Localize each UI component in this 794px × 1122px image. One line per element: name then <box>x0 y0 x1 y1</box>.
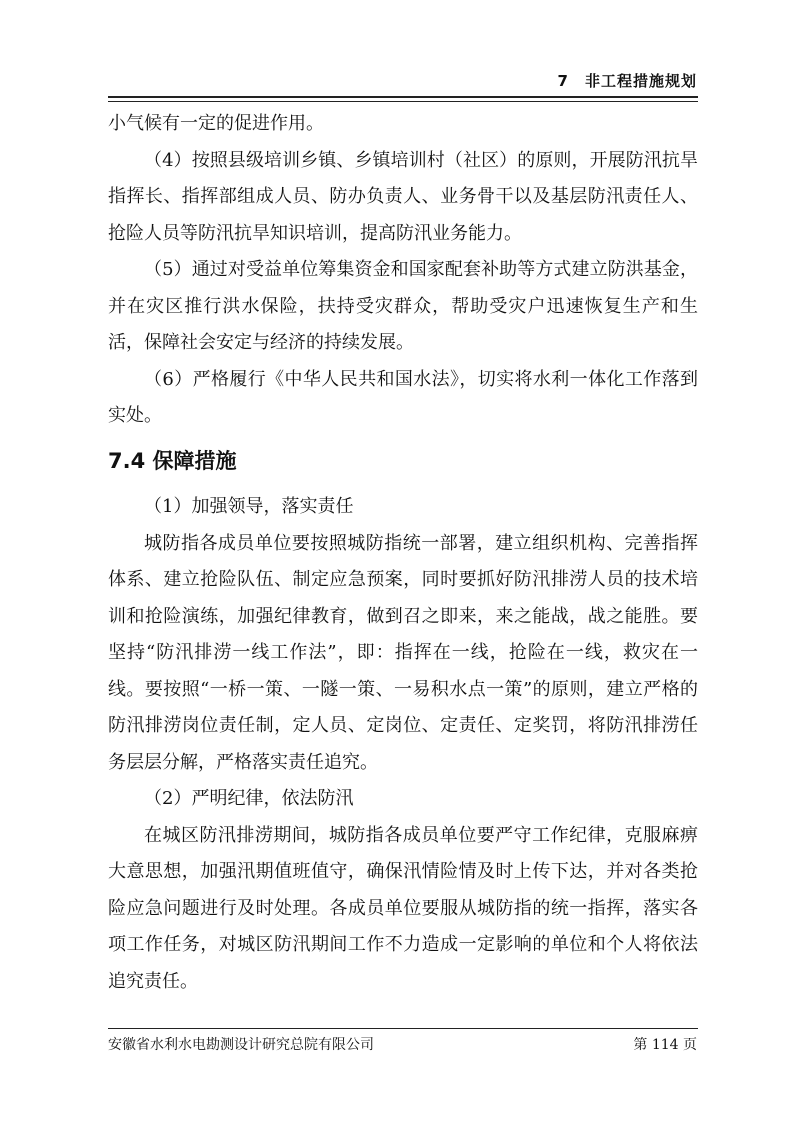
footer-company: 安徽省水利水电勘测设计研究总院有限公司 <box>108 1037 374 1053</box>
paragraph: 城防指各成员单位要按照城防指统一部署，建立组织机构、完善指挥体系、建立抢险队伍、制定应急预案，同时要抓好防汛排涝人员的技术培训和抢险演练，加强纪律教育，做到召之即来，来之能战，战之能胜。要坚持“防汛排涝一线工作法”，即：指挥在一线，抢险在一线，救灾在一线。要按照“一桥一策、一隧一策、一易积水点一策”的原则，建立严格的防汛排涝岗位责任制，定人员、定岗位、定责任、定奖罚，将防汛排涝任务层层分解，严格落实责任追究。 <box>108 532 698 773</box>
paragraph: （6）严格履行《中华人民共和国水法》，切实将水利一体化工作落到实处。 <box>108 368 698 426</box>
header-chapter-title: 7 非工程措施规划 <box>557 72 697 90</box>
footer-divider <box>108 1028 698 1029</box>
subsection-heading: （1）加强领导，落实责任 <box>144 496 354 517</box>
header-divider <box>108 96 698 102</box>
paragraph: （5）通过对受益单位筹集资金和国家配套补助等方式建立防洪基金，并在灾区推行洪水保险，扶持受灾群众，帮助受灾户迅速恢复生产和生活，保障社会安定与经济的持续发展。 <box>108 259 698 353</box>
footer-page-number: 第 114 页 <box>633 1037 697 1053</box>
paragraph: 在城区防汛排涝期间，城防指各成员单位要严守工作纪律，克服麻痹大意思想，加强汛期值班值守，确保汛情险情及时上传下达，并对各类抢险应急问题进行及时处理。各成员单位要服从城防指的统一指挥，落实各项工作任务，对城区防汛期间工作不力造成一定影响的单位和个人将依法追究责任。 <box>108 824 698 992</box>
document-body <box>108 106 698 1000</box>
subsection-heading: （2）严明纪律，依法防汛 <box>144 788 354 809</box>
section-heading: 7.4 保障措施 <box>108 448 237 473</box>
paragraph: （4）按照县级培训乡镇、乡镇培训村（社区）的原则，开展防汛抗旱指挥长、指挥部组成人员、防办负责人、业务骨干以及基层防汛责任人、抢险人员等防汛抗旱知识培训，提高防汛业务能力。 <box>108 149 698 244</box>
paragraph: 小气候有一定的促进作用。 <box>108 113 324 134</box>
